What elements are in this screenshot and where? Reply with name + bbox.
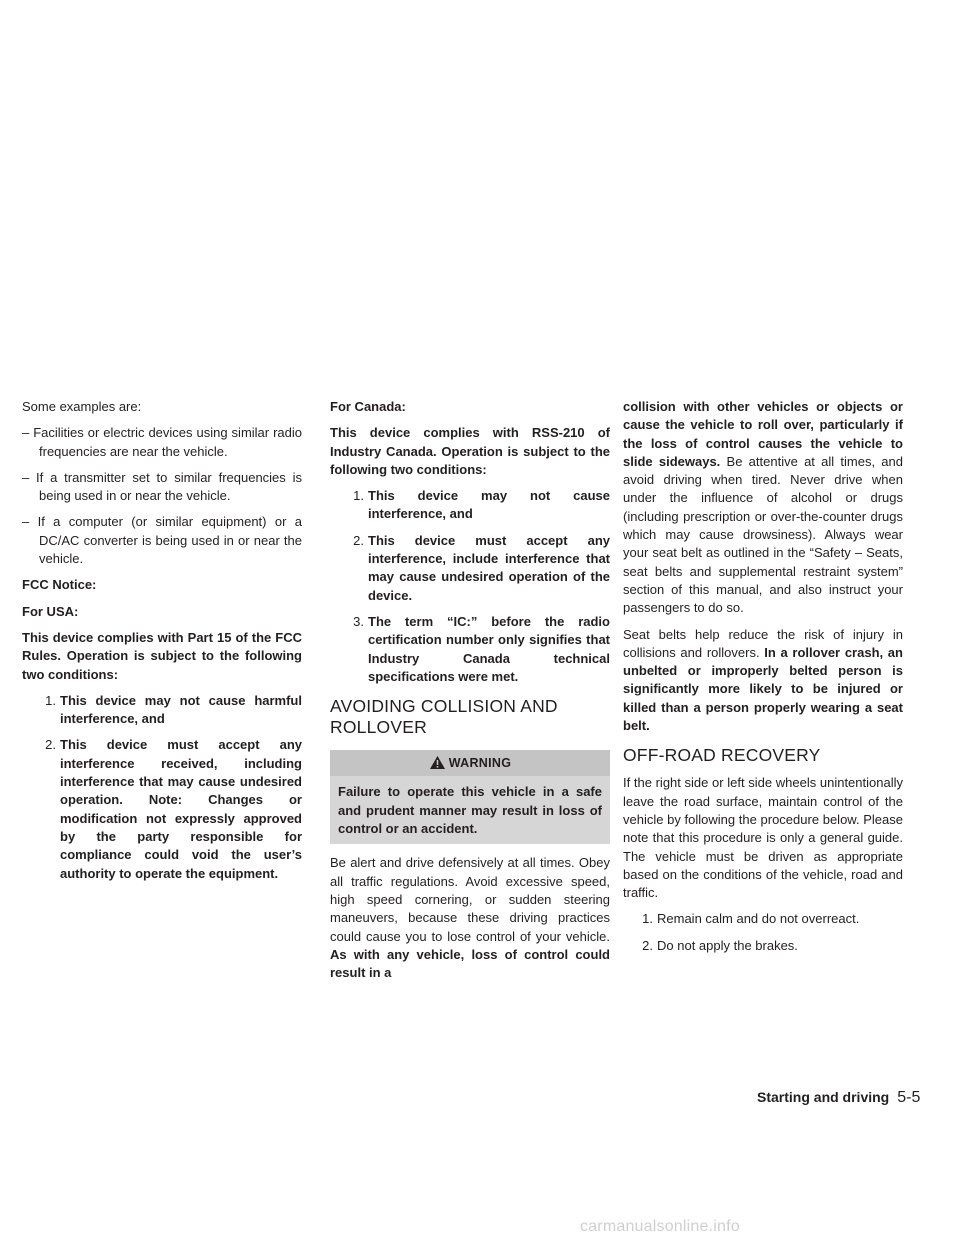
seat-belt-paragraph <box>623 626 903 736</box>
column-right <box>623 398 903 963</box>
paragraph-text: Seat belts help reduce the risk of injury in collisions and rollovers. <box>623 626 903 660</box>
item-text: This device must accept any interference received, including interference that may cause undesired operation. Note: Changes or modification not expressly approved by the party responsible for compliance could void the user’s authority to operate the equipment. <box>60 737 302 881</box>
canada-condition-3 <box>330 613 610 686</box>
usa-condition-2 <box>22 736 302 882</box>
canada-statement: This device complies with RSS-210 of Industry Canada. Operation is subject to the following two conditions: <box>330 425 610 477</box>
heading-line: ROLLOVER <box>330 717 427 738</box>
step-number: 1. <box>642 911 653 927</box>
item-text: This device may not cause interference, and <box>368 488 610 522</box>
warning-header <box>330 750 610 776</box>
section-heading-off-road: OFF-ROAD RECOVERY <box>623 745 821 766</box>
section-heading-collision <box>330 696 610 738</box>
canada-condition-1 <box>330 487 610 524</box>
item-text: This device may not cause harmful interference, and <box>60 692 302 727</box>
paragraph-emphasis: In a rollover crash, an unbelted or improperly belted person is significantly more likely to be injured or killed than a person properly wearing a seat belt. <box>623 644 903 734</box>
watermark: carmanualsonline.info <box>580 1218 740 1235</box>
item-text: The term “IC:” before the radio certification number only signifies that Industry Canada technical specifications were met. <box>368 613 610 684</box>
paragraph-text: Be alert and drive defensively at all times. Obey all traffic regulations. Avoid excessive speed, high speed cornering, or sudden steering maneuvers, because these driving practices could cause you to lose control of your vehicle. <box>330 855 610 944</box>
usa-statement: This device complies with Part 15 of the FCC Rules. Operation is subject to the following two conditions: <box>22 629 302 682</box>
item-text: This device must accept any interference, include interference that may cause undesired operation of the device. <box>368 532 610 603</box>
recovery-step-1 <box>623 910 903 928</box>
fcc-notice-heading: FCC Notice: <box>22 577 97 593</box>
item-number: 3. <box>353 613 364 629</box>
column-left <box>22 398 302 891</box>
step-text: Do not apply the brakes. <box>657 937 798 953</box>
continued-paragraph <box>623 398 903 618</box>
usa-condition-1 <box>22 692 302 729</box>
recovery-step-2 <box>623 937 903 955</box>
column-middle <box>330 398 610 990</box>
paragraph-emphasis: As with any vehicle, loss of control could result in a <box>330 946 610 981</box>
item-number: 2. <box>45 737 56 753</box>
step-number: 2. <box>642 937 653 953</box>
warning-label: WARNING <box>448 756 512 771</box>
paragraph-text: Be attentive at all times, and avoid driving when tired. Never drive when under the influence of alcohol or drugs (including prescription or over-the-counter drugs which may cause drowsiness). Always wear your seat belt as outlined in the “Safety – Seats, seat belts and supplemental restraint system” section of this manual, and also instruct your passengers to do so. <box>623 453 903 616</box>
examples-intro: Some examples are: <box>22 399 142 414</box>
heading-line: AVOIDING COLLISION AND <box>330 696 558 717</box>
warning-triangle-icon <box>429 755 446 770</box>
example-item: – Facilities or electric devices using similar radio frequencies are near the vehicle. <box>22 425 302 459</box>
footer-section-title: Starting and driving <box>757 1089 890 1105</box>
canada-condition-2 <box>330 532 610 605</box>
warning-box <box>330 750 610 844</box>
example-item: – If a computer (or similar equipment) or a DC/AC converter is being used in or near the vehicle. <box>22 514 302 567</box>
item-number: 2. <box>353 532 364 548</box>
usa-heading: For USA: <box>22 603 79 619</box>
paragraph-emphasis: collision with other vehicles or objects or cause the vehicle to roll over, particularly if the loss of control causes the vehicle to slide sideways. <box>623 399 903 469</box>
item-number: 1. <box>353 488 364 504</box>
item-number: 1. <box>45 692 56 708</box>
recovery-paragraph: If the right side or left side wheels unintentionally leave the road surface, maintain control of the vehicle by following the procedure below. Please note that this procedure is only a general guide. The vehicle must be driven as appropriate based on the conditions of the vehicle, road and traffic. <box>623 775 903 901</box>
page-footer <box>757 1088 920 1107</box>
step-text: Remain calm and do not overreact. <box>657 911 860 927</box>
example-item: – If a transmitter set to similar frequencies is being used in or near the vehicle. <box>22 469 302 504</box>
warning-text: Failure to operate this vehicle in a safe and prudent manner may result in loss of control or an accident. <box>338 784 602 837</box>
defensive-driving-paragraph <box>330 854 610 982</box>
canada-heading: For Canada: <box>330 399 406 414</box>
page-number: 5-5 <box>897 1089 921 1106</box>
